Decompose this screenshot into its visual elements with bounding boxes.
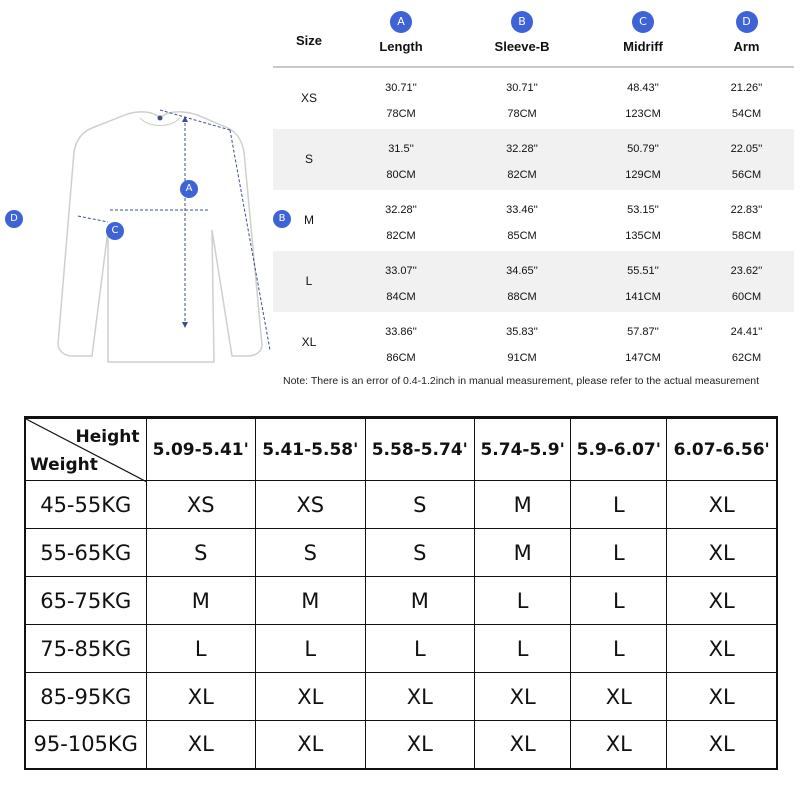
inch-value: 32.28'' <box>385 204 417 216</box>
size-cell: M <box>256 577 366 625</box>
inch-value: 50.79'' <box>627 143 659 155</box>
measurement-table <box>273 0 794 372</box>
cm-value: 58CM <box>731 230 762 242</box>
label-b-badge: B <box>273 210 291 228</box>
inch-value: 23.62'' <box>730 265 763 277</box>
garment-diagram <box>0 90 290 380</box>
value-cell <box>699 251 794 312</box>
value-cell <box>345 129 457 190</box>
column-label: Arm <box>733 39 760 54</box>
inch-value: 33.46'' <box>506 204 538 216</box>
size-cell: M <box>475 481 571 529</box>
height-header: 5.09-5.41' <box>146 418 256 481</box>
inch-value: 24.41'' <box>730 326 763 338</box>
shirt-outline-icon <box>0 90 290 380</box>
cm-value: 141CM <box>625 291 661 303</box>
value-cell <box>699 312 794 373</box>
size-cell: L <box>305 274 313 288</box>
size-cell: M <box>146 577 256 625</box>
column-badge: A <box>390 11 412 33</box>
inch-value: 33.86'' <box>385 326 417 338</box>
inch-value: 33.07'' <box>385 265 417 277</box>
value-cell <box>699 129 794 190</box>
column-label: Length <box>379 39 423 54</box>
value-cell <box>457 312 587 373</box>
cm-value: 86CM <box>386 352 416 364</box>
size-cell: XS <box>146 481 256 529</box>
table-row <box>273 312 794 373</box>
weight-cell: 75-85KG <box>25 625 146 673</box>
weight-cell: 65-75KG <box>25 577 146 625</box>
size-column-header: Size <box>295 33 322 48</box>
cm-value: 78CM <box>386 108 416 120</box>
size-cell: XL <box>571 721 667 769</box>
size-cell: XL <box>365 673 475 721</box>
value-cell <box>587 129 699 190</box>
size-cell: XL <box>146 721 256 769</box>
inch-value: 32.28'' <box>506 143 538 155</box>
column-midriff <box>587 0 699 68</box>
cm-value: 91CM <box>507 352 537 364</box>
size-cell: S <box>146 529 256 577</box>
size-cell: M <box>304 213 314 227</box>
value-cell <box>457 190 587 251</box>
size-cell: XL <box>667 481 777 529</box>
grid-row <box>25 481 777 529</box>
cm-value: 129CM <box>625 169 661 181</box>
cm-value: 85CM <box>507 230 537 242</box>
weight-axis-label: Weight <box>30 455 98 475</box>
weight-cell: 95-105KG <box>25 721 146 769</box>
column-length <box>345 0 457 68</box>
weight-cell: 85-95KG <box>25 673 146 721</box>
weight-cell: 55-65KG <box>25 529 146 577</box>
size-cell: XL <box>256 721 366 769</box>
grid-row <box>25 673 777 721</box>
grid-row <box>25 577 777 625</box>
inch-value: 30.71'' <box>506 82 538 94</box>
size-cell: XS <box>256 481 366 529</box>
value-cell <box>587 312 699 373</box>
inch-value: 30.71'' <box>385 82 417 94</box>
table-row <box>273 190 794 251</box>
grid-row <box>25 721 777 769</box>
size-cell: XL <box>146 673 256 721</box>
size-cell: L <box>571 529 667 577</box>
cm-value: 80CM <box>386 169 416 181</box>
size-cell: XL <box>475 721 571 769</box>
value-cell <box>345 190 457 251</box>
value-cell <box>699 190 794 251</box>
cm-value: 78CM <box>507 108 537 120</box>
size-cell: L <box>475 625 571 673</box>
inch-value: 48.43'' <box>627 82 659 94</box>
size-cell: XL <box>475 673 571 721</box>
height-header: 5.41-5.58' <box>256 418 366 481</box>
cm-value: 60CM <box>731 291 762 303</box>
cm-value: 54CM <box>731 108 762 120</box>
grid-header-row <box>25 418 777 481</box>
size-cell: L <box>571 481 667 529</box>
height-header: 5.74-5.9' <box>475 418 571 481</box>
weight-cell: 45-55KG <box>25 481 146 529</box>
size-cell: XL <box>667 721 777 769</box>
value-cell <box>587 190 699 251</box>
cm-value: 56CM <box>731 169 762 181</box>
size-cell: XL <box>667 577 777 625</box>
fit-grid <box>24 416 778 770</box>
inch-value: 55.51'' <box>627 265 659 277</box>
value-cell <box>457 129 587 190</box>
inch-value: 57.87'' <box>627 326 659 338</box>
size-cell: L <box>256 625 366 673</box>
table-row <box>273 251 794 312</box>
size-cell: XL <box>301 335 317 349</box>
inch-value: 53.15'' <box>627 204 659 216</box>
grid-row <box>25 529 777 577</box>
value-cell <box>457 68 587 129</box>
value-cell <box>699 68 794 129</box>
size-cell: L <box>571 577 667 625</box>
inch-value: 21.26'' <box>730 82 763 94</box>
column-sleeve <box>457 0 587 68</box>
size-cell: L <box>571 625 667 673</box>
column-badge: D <box>736 11 758 33</box>
size-cell: XL <box>667 529 777 577</box>
size-cell: M <box>365 577 475 625</box>
cm-value: 88CM <box>507 291 537 303</box>
size-cell: XL <box>256 673 366 721</box>
size-cell: L <box>146 625 256 673</box>
height-header: 6.07-6.56' <box>667 418 777 481</box>
value-cell <box>345 68 457 129</box>
value-cell <box>457 251 587 312</box>
label-d-badge: D <box>5 210 23 228</box>
size-cell: XS <box>300 91 317 105</box>
table-row <box>273 129 794 190</box>
size-cell: XL <box>667 625 777 673</box>
size-cell: S <box>304 152 313 166</box>
size-cell: M <box>475 529 571 577</box>
cm-value: 84CM <box>386 291 416 303</box>
cm-value: 135CM <box>625 230 661 242</box>
column-badge: B <box>511 11 533 33</box>
value-cell <box>345 251 457 312</box>
column-arm <box>699 0 794 68</box>
size-cell: S <box>365 481 475 529</box>
grid-row <box>25 625 777 673</box>
size-cell: L <box>365 625 475 673</box>
column-label: Midriff <box>623 39 663 54</box>
size-cell: L <box>475 577 571 625</box>
value-cell <box>587 251 699 312</box>
label-a-badge: A <box>180 180 198 198</box>
inch-value: 22.83'' <box>730 204 763 216</box>
inch-value: 34.65'' <box>506 265 538 277</box>
size-cell: S <box>256 529 366 577</box>
cm-value: 147CM <box>625 352 661 364</box>
size-cell: XL <box>667 673 777 721</box>
label-c-badge: C <box>106 222 124 240</box>
cm-value: 62CM <box>731 352 762 364</box>
cm-value: 123CM <box>625 108 661 120</box>
size-cell: XL <box>571 673 667 721</box>
size-cell: XL <box>365 721 475 769</box>
column-label: Sleeve-B <box>494 39 550 54</box>
column-badge: C <box>632 11 654 33</box>
table-row <box>273 68 794 129</box>
measurement-note: Note: There is an error of 0.4-1.2inch in manual measurement, please refer to the actual measurement <box>283 375 760 387</box>
size-cell: S <box>365 529 475 577</box>
inch-value: 22.05'' <box>730 143 763 155</box>
height-axis-label: Height <box>75 427 140 447</box>
value-cell <box>587 68 699 129</box>
height-header: 5.9-6.07' <box>571 418 667 481</box>
grid-corner-cell <box>25 418 146 481</box>
inch-value: 35.83'' <box>506 326 538 338</box>
cm-value: 82CM <box>507 169 537 181</box>
measurement-table-header <box>273 0 794 68</box>
height-header: 5.58-5.74' <box>365 418 475 481</box>
value-cell <box>345 312 457 373</box>
cm-value: 82CM <box>386 230 416 242</box>
inch-value: 31.5'' <box>388 143 414 155</box>
